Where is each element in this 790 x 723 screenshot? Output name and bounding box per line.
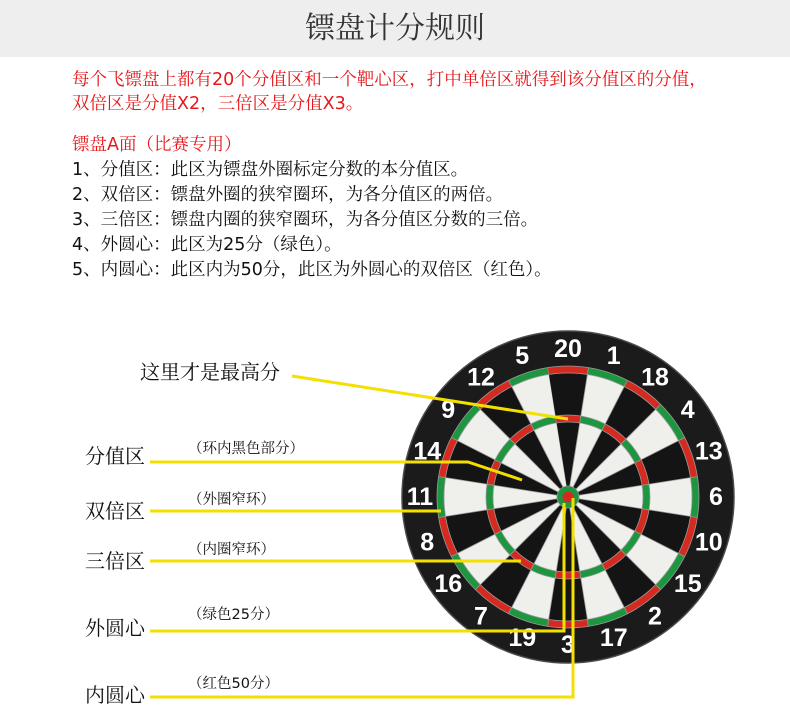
board-number-19: 19 [508, 623, 537, 652]
page-title: 镖盘计分规则 [305, 10, 485, 46]
rule-item: 5、内圆心：此区内为50分，此区为外圆心的双倍区（红色）。 [72, 260, 552, 280]
board-number-11: 11 [406, 483, 434, 511]
rule-item: 2、双倍区：镖盘外圈的狭窄圈环，为各分值区的两倍。 [72, 185, 504, 205]
board-number-10: 10 [694, 528, 723, 557]
callout-note-outer-bull: （绿色25分） [188, 607, 279, 623]
board-number-16: 16 [434, 569, 463, 598]
intro-line-2: 双倍区是分值X2，三倍区是分值X3。 [72, 94, 364, 114]
board-number-4: 4 [680, 396, 695, 425]
board-number-13: 13 [694, 437, 723, 466]
board-number-7: 7 [474, 602, 488, 631]
board-number-5: 5 [515, 342, 530, 371]
callout-label-outer-bull: 外圆心 [85, 616, 145, 640]
callout-note-inner-bull: （红色50分） [188, 676, 279, 692]
board-number-12: 12 [467, 363, 495, 392]
board-number-8: 8 [420, 528, 435, 557]
intro-line-1: 每个飞镖盘上都有20个分值区和一个靶心区，打中单倍区就得到该分值区的分值， [72, 70, 707, 90]
board-number-2: 2 [648, 602, 662, 631]
rule-item: 3、三倍区：镖盘内圈的狭窄圈环，为各分值区分数的三倍。 [72, 210, 539, 230]
board-number-17: 17 [599, 623, 628, 652]
board-number-3: 3 [561, 631, 575, 659]
board-number-1: 1 [606, 342, 621, 371]
board-number-14: 14 [413, 437, 442, 466]
board-number-15: 15 [673, 569, 702, 598]
dartboard [402, 331, 734, 663]
section-heading: 镖盘A面（比赛专用） [72, 135, 242, 155]
callout-note-double: （外圈窄环） [188, 492, 275, 508]
callout-note-triple: （内圈窄环） [188, 542, 275, 558]
board-number-20: 20 [554, 335, 582, 363]
callout-label-double: 双倍区 [85, 499, 145, 523]
callout-label-inner-bull: 内圆心 [85, 683, 145, 707]
callout-label-highest: 这里才是最高分 [140, 360, 280, 384]
callout-label-triple: 三倍区 [85, 549, 145, 573]
rule-item: 4、外圆心：此区为25分（绿色）。 [72, 235, 342, 255]
callout-note-single: （环内黑色部分） [188, 441, 304, 457]
callout-label-single: 分值区 [85, 444, 145, 468]
board-number-18: 18 [641, 363, 669, 392]
rule-item: 1、分值区：此区为镖盘外圈标定分数的本分值区。 [72, 160, 469, 180]
board-number-9: 9 [441, 396, 456, 425]
board-number-6: 6 [709, 483, 723, 511]
